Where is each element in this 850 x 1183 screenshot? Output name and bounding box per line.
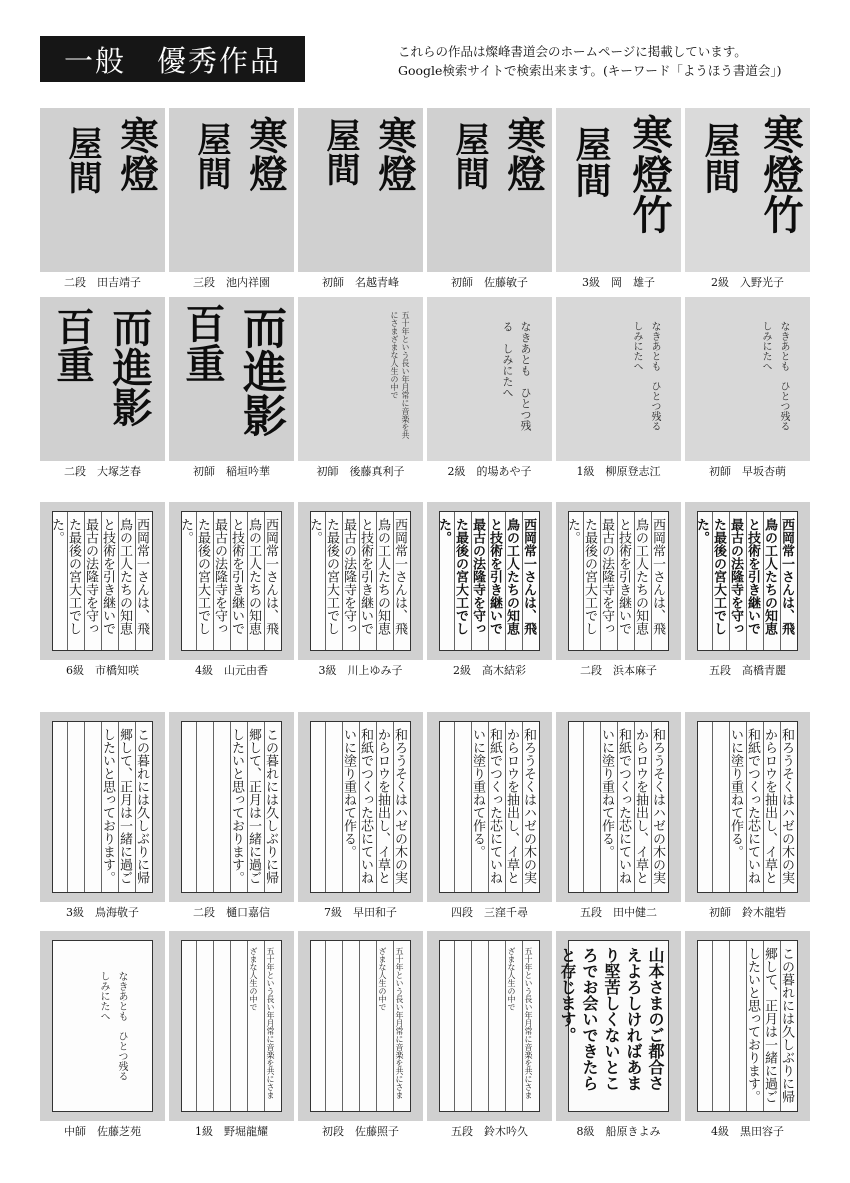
work-text-main: 西岡常一さんは、飛鳥の工人たちの知恵と技術を引き継いで最古の法隆寺を守った最後の宮大工でした。 [178,518,278,635]
work-image [298,712,423,902]
writing-sheet [568,721,669,893]
work-image [40,502,165,660]
work-text-main: 和ろうそくはハゼの木の実からロウを抽出し、イ草と和紙でつくった芯にていねいに塗り重ねて作る。 [470,728,536,884]
work-image [427,931,552,1121]
work-item[interactable] [427,108,552,290]
writing-sheet [307,511,411,651]
page-title: 一般 優秀作品 [40,36,305,82]
work-item[interactable] [40,297,165,479]
work-text-main: 寒燈 [243,116,288,192]
work-item[interactable] [427,931,552,1139]
work-caption: 二段 樋口嘉信 [193,906,270,919]
work-text-main: 西岡常一さんは、飛鳥の工人たちの知恵と技術を引き継いで最古の法隆寺を守った最後の宮大工でした。 [565,518,665,635]
writing-sheet [178,511,282,651]
work-item[interactable] [685,931,810,1139]
work-caption: 初師 名越青峰 [322,276,399,289]
work-text-secondary: 屋間 [191,122,231,190]
work-caption: 2級 入野光子 [711,276,784,289]
work-text-main: 五十年という長い年月常に音楽を共にさまざまな人生の中で [507,947,533,1099]
work-text-main: 山本さまのご都合さえよろしければあまり堅苦しくないところでお会いできたらと存じます。 [558,947,665,1091]
work-caption: 三段 池内祥園 [193,276,270,289]
work-image [556,108,681,272]
work-caption: 2級 高木結彩 [453,664,526,677]
writing-sheet [694,511,798,651]
writing-sheet [439,721,540,893]
work-item[interactable] [40,712,165,920]
writing-sheet [697,721,798,893]
work-text-main: 而進影 [106,307,153,427]
work-caption: 五段 高橋青麗 [709,664,786,677]
work-caption: 初師 早坂杏萌 [709,465,786,478]
work-caption: 3級 鳥海敬子 [66,906,139,919]
work-text-secondary: 屋間 [449,122,489,190]
writing-sheet [181,940,282,1112]
work-caption: 初師 鈴木龍砦 [709,906,786,919]
work-caption: 四段 三窪千尋 [451,906,528,919]
work-caption: 初師 佐藤敏子 [451,276,528,289]
work-caption: 二段 大塚芝春 [64,465,141,478]
work-text-main: この暮れには久しぶりに帰郷して、正月は一緒に過ごしたいと思っております。 [100,728,149,884]
work-item[interactable] [556,931,681,1139]
writing-sheet [565,511,669,651]
work-item[interactable] [40,502,165,678]
work-item[interactable] [427,712,552,920]
work-image [40,712,165,902]
writing-sheet [439,940,540,1112]
header-note-line2: Google検索サイトで検索出来ます。(キーワード「ようほう書道会」) [398,63,782,78]
work-text-secondary: 屋間 [62,126,102,194]
work-caption: 五段 鈴木吟久 [451,1125,528,1138]
work-image [427,297,552,461]
work-item[interactable] [40,931,165,1139]
writing-sheet [52,721,153,893]
work-image [685,297,810,461]
work-caption: 初師 後藤真利子 [316,465,405,478]
work-image [169,931,294,1121]
work-text-main: 寒燈 [501,116,546,192]
work-text-main: 和ろうそくはハゼの木の実からロウを抽出し、イ草と和紙でつくった芯にていねいに塗り重ねて作る。 [728,728,794,884]
work-text-main: 西岡常一さんは、飛鳥の工人たちの知恵と技術を引き継いで最古の法隆寺を守った最後の宮大工でした。 [694,518,794,635]
work-text-main: 寒燈竹 [626,114,673,234]
work-item[interactable] [685,502,810,678]
writing-sheet [181,721,282,893]
work-text-main: なきあとも ひとつ残る しみにたへ [760,321,789,441]
work-caption: 初段 佐藤照子 [322,1125,399,1138]
work-image [40,108,165,272]
work-image [556,502,681,660]
work-item[interactable] [298,931,423,1139]
work-caption: 6級 市橋知咲 [66,664,139,677]
work-text-main: なきあとも ひとつ残る しみにたへ [98,971,127,1091]
work-text-main: 寒燈 [372,116,417,192]
work-text-main: 西岡常一さんは、飛鳥の工人たちの知恵と技術を引き継いで最古の法隆寺を守った最後の宮大工でした。 [307,518,407,635]
writing-sheet [49,511,153,651]
work-caption: 中師 佐藤芝苑 [64,1125,141,1138]
work-text-main: この暮れには久しぶりに帰郷して、正月は一緒に過ごしたいと思っております。 [745,947,794,1103]
work-text-main: 而進影 [235,305,286,437]
work-caption: 2級 的場あや子 [447,465,532,478]
work-item[interactable] [427,297,552,479]
work-image [685,931,810,1121]
work-image [169,712,294,902]
work-item[interactable] [298,108,423,290]
work-item[interactable] [556,108,681,290]
work-caption: 初師 稲垣吟華 [193,465,270,478]
work-image [427,712,552,902]
work-item[interactable] [169,297,294,479]
writing-sheet [310,721,411,893]
work-item[interactable] [169,108,294,290]
work-item[interactable] [169,931,294,1139]
writing-sheet [558,940,669,1112]
work-image [40,931,165,1121]
work-text-secondary: 屋間 [570,126,612,198]
writing-sheet [697,940,798,1112]
work-caption: 1級 野堀龍耀 [195,1125,268,1138]
work-item[interactable] [685,297,810,479]
work-text-main: 和ろうそくはハゼの木の実からロウを抽出し、イ草と和紙でつくった芯にていねいに塗り重ねて作る。 [599,728,665,884]
work-image [556,712,681,902]
work-text-main: 五十年という長い年月常に音楽を共にさまざまな人生の中で [249,947,275,1099]
work-text-secondary: 百重 [179,303,226,383]
work-image [556,297,681,461]
work-caption: 4級 黒田容子 [711,1125,784,1138]
header-note-line1: これらの作品は燦峰書道会のホームページに掲載しています。 [398,44,747,59]
work-image [40,297,165,461]
header-note [398,42,782,80]
work-caption: 8級 船原きよみ [576,1125,661,1138]
work-text-secondary: 百重 [50,307,95,383]
work-caption: 7級 早田和子 [324,906,397,919]
work-caption: 3級 川上ゆみ子 [318,664,403,677]
work-image [169,108,294,272]
writing-sheet [310,940,411,1112]
work-text-main: なきあとも ひとつ残る しみにたへ [631,321,660,441]
work-caption: 1級 柳原登志江 [576,465,661,478]
work-item[interactable] [685,712,810,920]
work-image [298,297,423,461]
work-text-main: 五十年という長い年月常に音楽を共にさまざまな人生の中で [378,947,404,1099]
work-item[interactable] [685,108,810,290]
work-item[interactable] [427,502,552,678]
work-item[interactable] [298,502,423,678]
work-caption: 二段 田吉靖子 [64,276,141,289]
work-item[interactable] [298,297,423,479]
work-caption: 3級 岡 雄子 [582,276,655,289]
work-image [169,297,294,461]
work-text-main: 西岡常一さんは、飛鳥の工人たちの知恵と技術を引き継いで最古の法隆寺を守った最後の宮大工でした。 [49,518,149,635]
work-image [685,502,810,660]
work-image [556,931,681,1121]
work-image [298,502,423,660]
work-text-secondary: 屋間 [320,118,360,186]
work-text-main: 西岡常一さんは、飛鳥の工人たちの知恵と技術を引き継いで最古の法隆寺を守った最後の宮大工でした。 [436,518,536,635]
work-text-main: なきあとも ひとつ残る しみにたへ [501,321,532,431]
writing-sheet [436,511,540,651]
work-item[interactable] [556,502,681,678]
work-text-main: この暮れには久しぶりに帰郷して、正月は一緒に過ごしたいと思っております。 [229,728,278,884]
work-text-main: 寒燈竹 [757,114,804,234]
work-image [685,712,810,902]
work-image [298,108,423,272]
work-item[interactable] [169,712,294,920]
work-image [685,108,810,272]
work-caption: 4級 山元由香 [195,664,268,677]
work-text-main: 和ろうそくはハゼの木の実からロウを抽出し、イ草と和紙でつくった芯にていねいに塗り重ねて作る。 [341,728,407,884]
work-item[interactable] [556,712,681,920]
work-text-main: 五十年という長い年月常に音楽を共にさまざまな人生の中で [390,311,410,439]
work-item[interactable] [298,712,423,920]
work-item[interactable] [169,502,294,678]
work-image [169,502,294,660]
work-image [427,502,552,660]
work-item[interactable] [40,108,165,290]
work-caption: 五段 田中健二 [580,906,657,919]
work-image [298,931,423,1121]
work-caption: 二段 浜本麻子 [580,664,657,677]
work-text-secondary: 屋間 [699,122,741,194]
work-text-main: 寒燈 [114,116,159,192]
work-image [427,108,552,272]
work-item[interactable] [556,297,681,479]
writing-sheet [52,940,153,1112]
